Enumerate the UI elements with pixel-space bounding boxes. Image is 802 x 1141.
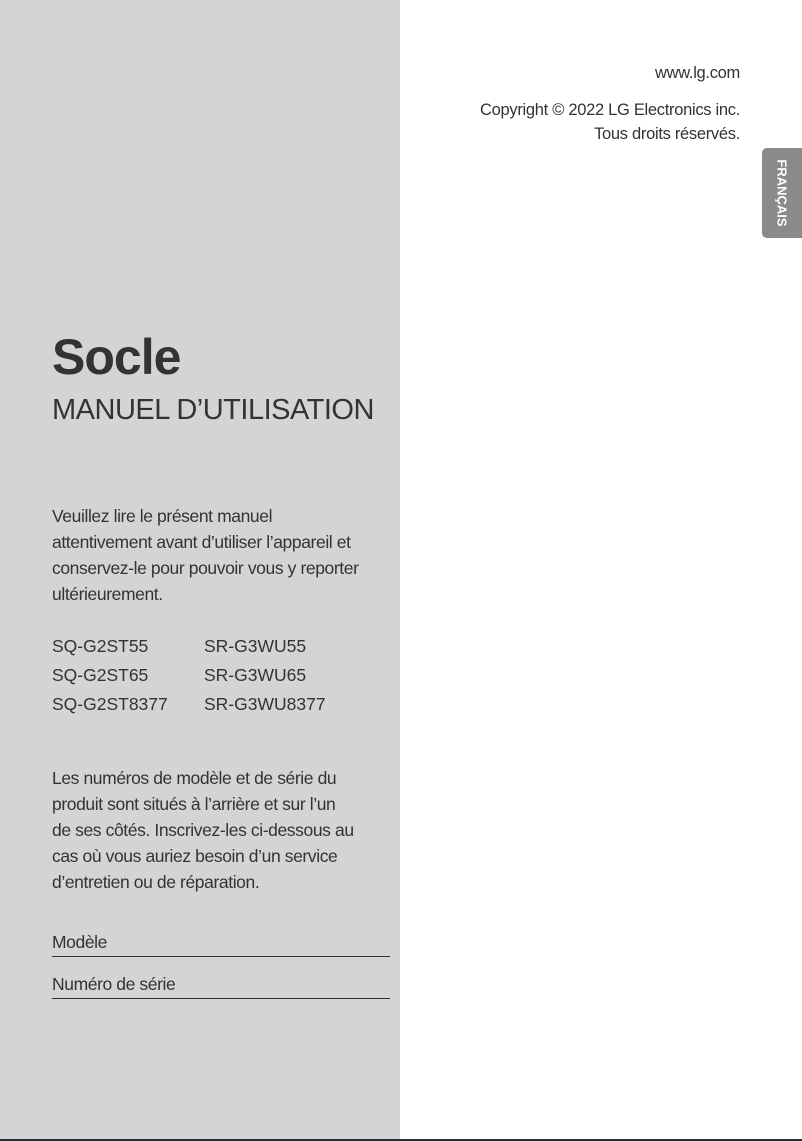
model-number: SQ-G2ST65 <box>52 665 149 685</box>
intro-line: Veuillez lire le présent manuel <box>52 506 273 526</box>
model-number: SR-G3WU8377 <box>204 694 326 714</box>
note-line: d’entretien ou de réparation. <box>52 872 260 892</box>
page-subtitle: MANUEL D’UTILISATION <box>52 394 374 426</box>
serial-field <box>52 974 390 999</box>
serial-note-paragraph <box>52 765 354 895</box>
note-line: produit sont situés à l’arrière et sur l’un <box>52 794 336 814</box>
model-row <box>52 661 326 690</box>
intro-line: conservez-le pour pouvoir vous y reporter <box>52 558 359 578</box>
note-line: cas où vous auriez besoin d’un service <box>52 846 338 866</box>
website-text: www.lg.com <box>654 64 740 82</box>
language-tab-label: FRANÇAIS <box>774 159 790 227</box>
intro-line: attentivement avant d’utiliser l’appareil et <box>52 532 351 552</box>
serial-field-label: Numéro de série <box>52 974 176 994</box>
model-number: SQ-G2ST55 <box>52 636 149 656</box>
model-field <box>52 932 390 957</box>
model-number: SQ-G2ST8377 <box>52 694 168 714</box>
model-row <box>52 690 326 719</box>
model-number: SR-G3WU55 <box>204 636 307 656</box>
model-list <box>52 632 326 719</box>
model-number: SR-G3WU65 <box>204 665 307 685</box>
model-field-label: Modèle <box>52 932 107 952</box>
model-row <box>52 632 326 661</box>
note-line: Les numéros de modèle et de série du <box>52 768 337 788</box>
note-line: de ses côtés. Inscrivez-les ci-dessous au <box>52 820 354 840</box>
rights-text: Tous droits réservés. <box>594 125 740 143</box>
intro-paragraph <box>52 503 359 607</box>
intro-line: ultérieurement. <box>52 584 163 604</box>
copyright-text: Copyright © 2022 LG Electronics inc. <box>480 101 740 119</box>
page-title: Socle <box>52 329 181 385</box>
language-tab <box>762 148 802 238</box>
